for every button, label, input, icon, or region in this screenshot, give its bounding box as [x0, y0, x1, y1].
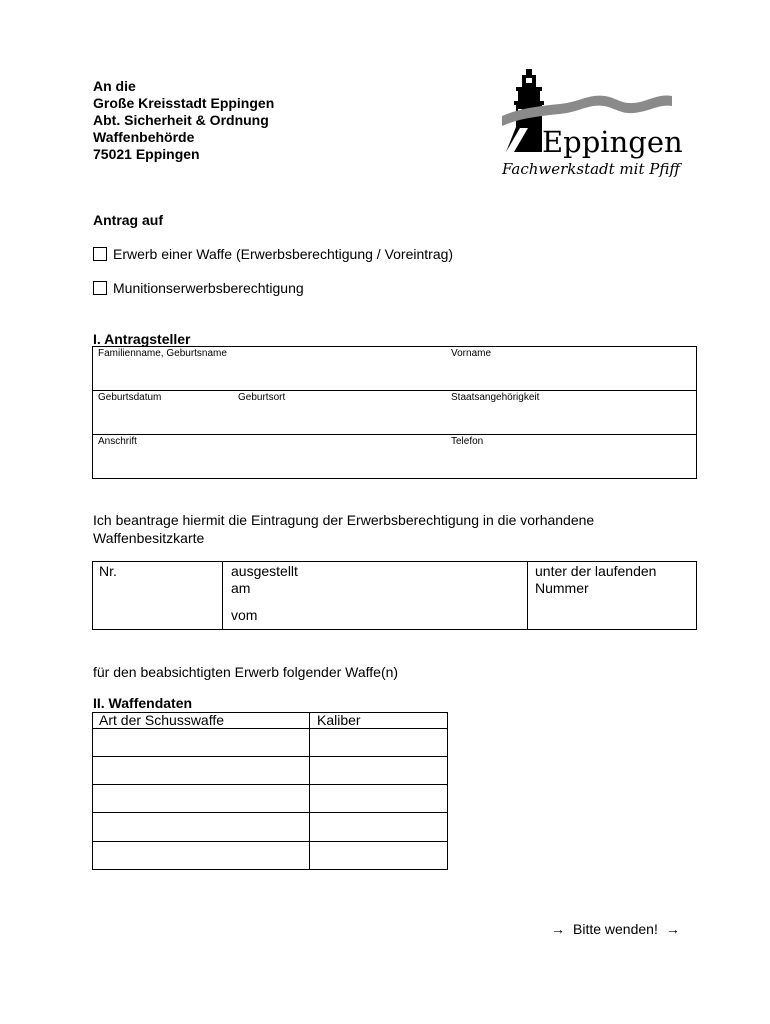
- logo-name: Eppingen: [542, 125, 683, 159]
- antragsteller-table: [92, 346, 697, 479]
- address-line: Waffenbehörde: [93, 129, 195, 145]
- option-erwerb-label: Erwerb einer Waffe (Erwerbsberechtigung / Voreintrag): [113, 246, 454, 262]
- unter-line: unter der laufenden: [535, 563, 657, 579]
- address-line: An die: [93, 78, 136, 94]
- antrag-heading: Antrag auf: [93, 212, 163, 228]
- bitte-wenden: [551, 921, 680, 937]
- eppingen-logo: [500, 64, 700, 182]
- arrow-right-icon: →: [551, 921, 565, 937]
- field-geburtsdatum[interactable]: Geburtsdatum: [98, 392, 162, 403]
- wbk-text: [93, 511, 594, 547]
- wbk-text-line: Waffenbesitzkarte: [93, 530, 205, 546]
- table-row-art[interactable]: [93, 785, 308, 811]
- section-antragsteller-title: I. Antragsteller: [93, 331, 191, 347]
- tower-logo-icon: [500, 64, 700, 182]
- field-telefon[interactable]: Telefon: [451, 436, 484, 447]
- section-waffendaten-title: II. Waffendaten: [93, 695, 193, 711]
- checkbox-munition[interactable]: [93, 281, 107, 295]
- field-wbk-ausgestellt[interactable]: [231, 563, 298, 597]
- bitte-wenden-label: Bitte wenden!: [573, 921, 658, 937]
- table-row-art[interactable]: [93, 757, 308, 783]
- col-header-kaliber: Kaliber: [317, 712, 361, 728]
- wbk-text-line: Ich beantrage hiermit die Eintragung der Erwerbsberechtigung in die vorhandene: [93, 512, 595, 528]
- field-vorname[interactable]: Vorname: [451, 348, 492, 359]
- address-line: Große Kreisstadt Eppingen: [93, 95, 275, 111]
- field-anschrift[interactable]: Anschrift: [98, 436, 137, 447]
- recipient-address: [93, 78, 274, 163]
- field-staatsangehoerigkeit[interactable]: Staatsangehörigkeit: [451, 392, 540, 403]
- arrow-right-icon: →: [665, 921, 680, 937]
- col-header-art: Art der Schusswaffe: [99, 712, 225, 728]
- checkbox-erwerb-waffe[interactable]: [93, 247, 107, 261]
- address-line: Abt. Sicherheit & Ordnung: [93, 112, 269, 128]
- divider: [92, 434, 697, 435]
- table-row-art[interactable]: [93, 729, 308, 755]
- divider: [92, 390, 697, 391]
- erwerb-text: für den beabsichtigten Erwerb folgender Waffe(n): [93, 664, 399, 680]
- field-geburtsort[interactable]: Geburtsort: [238, 392, 286, 403]
- divider: [222, 561, 223, 630]
- ausgestellt-line: ausgestellt: [231, 563, 298, 579]
- ausgestellt-line: am: [231, 580, 251, 596]
- option-munition-label: Munitionserwerbsberechtigung: [113, 280, 304, 296]
- divider: [527, 561, 528, 630]
- address-line: 75021 Eppingen: [93, 146, 200, 162]
- field-familienname[interactable]: Familienname, Geburtsname: [98, 348, 227, 359]
- logo-tagline: Fachwerkstadt mit Pfiff: [502, 160, 680, 178]
- option-munition[interactable]: [93, 280, 304, 296]
- unter-line: Nummer: [535, 580, 589, 596]
- option-erwerb-waffe[interactable]: [93, 246, 453, 262]
- field-wbk-nr[interactable]: Nr.: [99, 563, 117, 579]
- field-wbk-vom[interactable]: vom: [231, 607, 258, 623]
- field-wbk-nummer[interactable]: [535, 563, 656, 597]
- table-row-art[interactable]: [93, 842, 308, 869]
- table-row-art[interactable]: [93, 813, 308, 840]
- divider: [309, 712, 310, 870]
